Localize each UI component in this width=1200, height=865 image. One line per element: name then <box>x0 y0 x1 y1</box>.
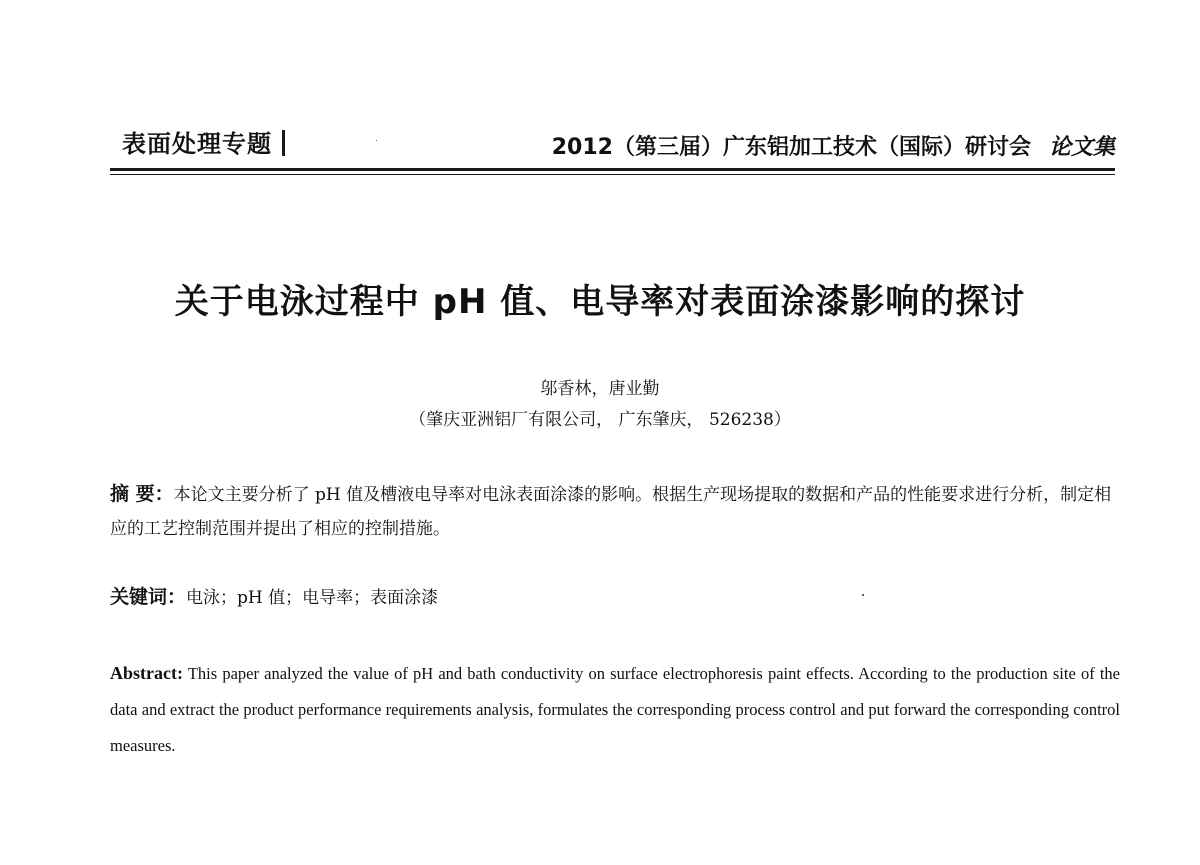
keywords-label: 关键词： <box>110 586 187 608</box>
section-label <box>122 124 285 159</box>
header-rule <box>110 174 1115 175</box>
keywords <box>110 582 1118 609</box>
abstract-english <box>110 655 1120 764</box>
keywords-text: 电泳；pH 值；电导率；表面涂漆 <box>186 588 439 608</box>
abstract-english-label: Abstract: <box>110 663 183 683</box>
paper-title: 关于电泳过程中 pH 值、电导率对表面涂漆影响的探讨 <box>174 282 1026 322</box>
running-header <box>110 118 1115 171</box>
abstract-chinese-text: 本论文主要分析了 pH 值及槽液电导率对电泳表面涂漆的影响。根据生产现场提取的数据和产品的性能要求进行分析，制定相应的工艺控制范围并提出了相应的控制措施。 <box>110 485 1112 539</box>
collection-label: 论文集 <box>1048 134 1115 160</box>
section-label-text: 表面处理专题 <box>122 130 272 158</box>
affiliation: （肇庆亚洲铝厂有限公司， 广东肇庆， 526238） <box>409 410 791 430</box>
authors: 邬香林，唐业勤 <box>540 379 660 399</box>
abstract-english-text: This paper analyzed the value of pH and bath conductivity on surface electrophoresis paint effects. According to the production site of the data and extract the product performance requirements analysis, formulates the corresponding process control and put forward the corresponding control measures. <box>110 664 1121 755</box>
scan-speck <box>376 140 377 141</box>
scan-speck <box>862 594 864 596</box>
conference-title <box>552 130 1115 161</box>
header-divider-bar <box>282 130 285 156</box>
abstract-chinese-label: 摘 要： <box>110 483 174 505</box>
abstract-chinese <box>110 477 1118 546</box>
conference-name: 2012（第三届）广东铝加工技术（国际）研讨会 <box>551 135 1031 160</box>
